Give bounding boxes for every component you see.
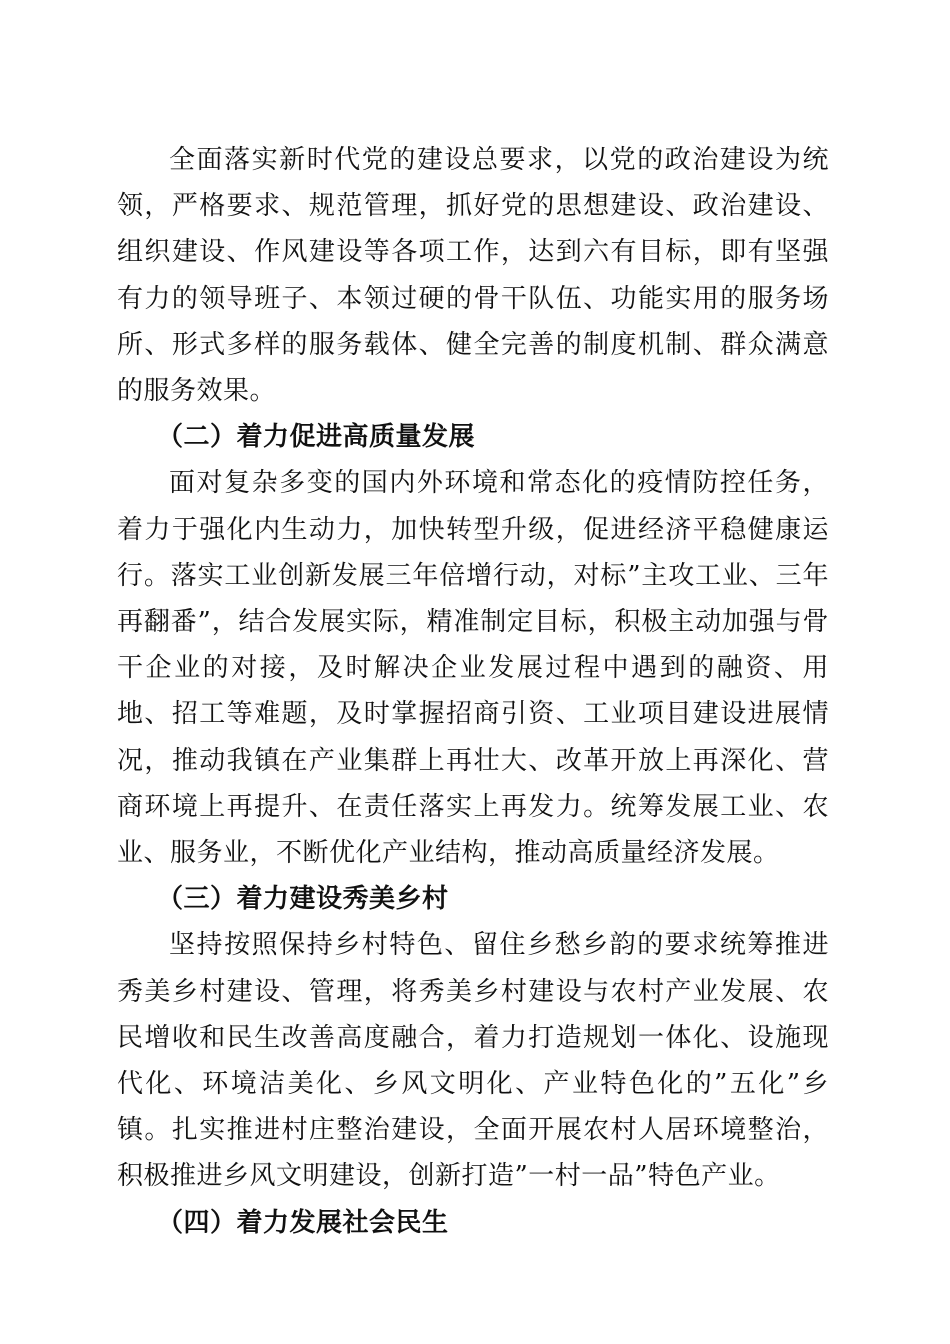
document-body [117, 137, 829, 1246]
section-heading-social-livelihood: （四）着力发展社会民生 [157, 1207, 449, 1238]
paragraph-economic-development: 面对复杂多变的国内外环境和常态化的疫情防控任务，着力于强化内生动力，加快转型升级，促进经济平稳健康运行。落实工业创新发展三年倍增行动，对标”主攻工业、三年再翻番”，结合发展实际，精准制定目标，积极主动加强与骨干企业的对接，及时解决企业发展过程中遇到的融资、用地、招工等难题，及时掌握招商引资、工业项目建设进展情况，推动我镇在产业集群上再壮大、改革开放上再深化、营商环境上再提升、在责任落实上再发力。统筹发展工业、农业、服务业，不断优化产业结构，推动高质量经济发展。 [117, 468, 829, 869]
section-heading-beautiful-countryside: （三）着力建设秀美乡村 [157, 884, 449, 915]
paragraph-rural-construction: 坚持按照保持乡村特色、留住乡愁乡韵的要求统筹推进秀美乡村建设、管理，将秀美乡村建设与农村产业发展、农民增收和民生改善高度融合，着力打造规划一体化、设施现代化、环境洁美化、乡风文明化、产业特色化的”五化”乡镇。扎实推进村庄整治建设，全面开展农村人居环境整治，积极推进乡风文明建设，创新打造”一村一品”特色产业。 [117, 930, 829, 1192]
paragraph-party-building: 全面落实新时代党的建设总要求，以党的政治建设为统领，严格要求、规范管理，抓好党的思想建设、政治建设、组织建设、作风建设等各项工作，达到六有目标，即有坚强有力的领导班子、本领过硬的骨干队伍、功能实用的服务场所、形式多样的服务载体、健全完善的制度机制、群众满意的服务效果。 [117, 145, 829, 407]
section-heading-high-quality-development: （二）着力促进高质量发展 [157, 422, 476, 453]
